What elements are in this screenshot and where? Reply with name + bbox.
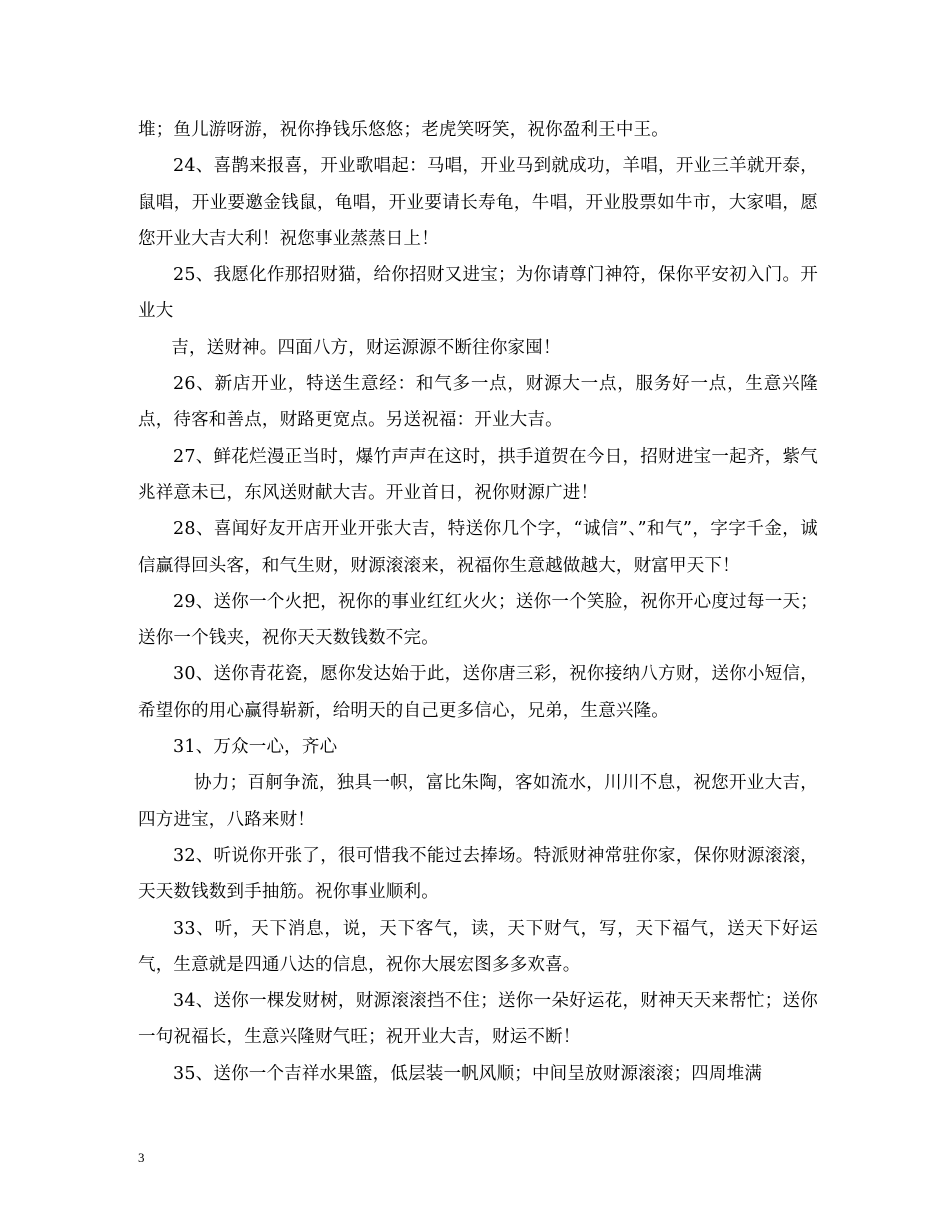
paragraph-25: 25、我愿化作那招财猫，给你招财又进宝；为你请尊门神符，保你平安初入门。开业大	[138, 265, 818, 322]
paragraph-30: 30、送你青花瓷，愿你发达始于此，送你唐三彩，祝你接纳八方财，送你小短信，希望你的用心赢得崭新，给明天的自己更多信心，兄弟，生意兴隆。	[138, 664, 818, 721]
paragraph-29: 29、送你一个火把，祝你的事业红红火火；送你一个笑脸，祝你开心度过每一天；送你一个钱夹，祝你天天数钱数不完。	[138, 591, 818, 649]
paragraph-27: 27、鲜花烂漫正当时，爆竹声声在这时，拱手道贺在今日，招财进宝一起齐，紫气兆祥意未已，东风送财献大吉。开业首日，祝你财源广进！	[138, 446, 818, 503]
paragraph-31-continued: 协力；百舸争流，独具一帜，富比朱陶，客如流水，川川不息，祝您开业大吉，四方进宝，八路来财！	[138, 773, 818, 830]
paragraph-28: 28、喜闻好友开店开业开张大吉，特送你几个字，“诚信”、”和气”，字字千金，诚信赢得回头客，和气生财，财源滚滚来，祝福你生意越做越大，财富甲天下！	[138, 519, 818, 576]
paragraph-31: 31、万众一心，齐心	[173, 737, 338, 758]
document-body	[138, 112, 818, 1092]
paragraph-32: 32、听说你开张了，很可惜我不能过去捧场。特派财神常驻你家，保你财源滚滚，天天数钱数到手抽筋。祝你事业顺利。	[138, 845, 818, 903]
page-number: 3	[138, 1150, 145, 1165]
paragraph-25-continued: 吉，送财神。四面八方，财运源源不断往你家囤！	[171, 337, 561, 358]
paragraph-24: 24、喜鹊来报喜，开业歌唱起：马唱，开业马到就成功，羊唱，开业三羊就开泰，鼠唱，开业要邀金钱鼠，龟唱，开业要请长寿龟，牛唱，开业股票如牛市，大家唱，愿您开业大吉大利！祝您事业蒸蒸日上！	[138, 156, 818, 249]
paragraph-1: 堆；鱼儿游呀游，祝你挣钱乐悠悠；老虎笑呀笑，祝你盈利王中王。	[138, 120, 669, 140]
paragraph-35: 35、送你一个吉祥水果篮，低层装一帆风顺；中间呈放财源滚滚；四周堆满	[173, 1063, 763, 1084]
paragraph-34: 34、送你一棵发财树，财源滚滚挡不住；送你一朵好运花，财神天天来帮忙；送你一句祝福长，生意兴隆财气旺；祝开业大吉，财运不断！	[138, 991, 818, 1048]
paragraph-33: 33、听，天下消息，说，天下客气，读，天下财气，写，天下福气，送天下好运气，生意就是四通八达的信息，祝你大展宏图多多欢喜。	[138, 918, 818, 975]
paragraph-26: 26、新店开业，特送生意经：和气多一点，财源大一点，服务好一点，生意兴隆点，待客和善点，财路更宽点。另送祝福：开业大吉。	[138, 374, 818, 431]
